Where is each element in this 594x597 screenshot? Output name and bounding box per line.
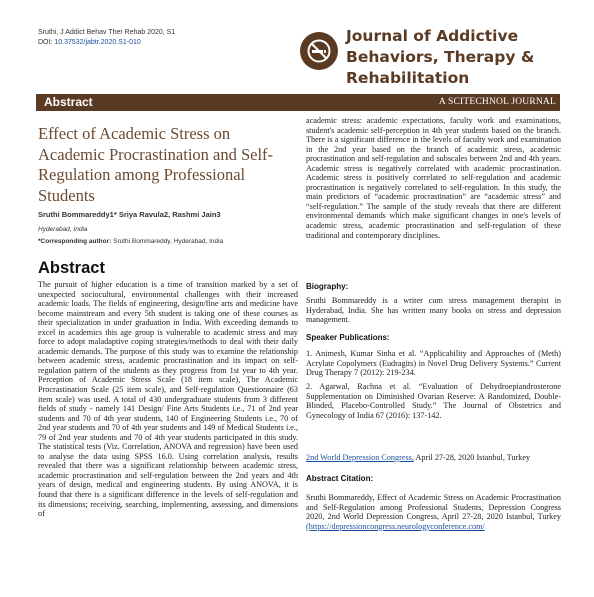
publication-item: 2. Agarwal, Rachna et al. “Evaluation of Dehydroepiandrosterone Supplementation on Diminished Ovarian Reserve: A Randomized, Double-Blinded, Placebo-Controlled Study.” The Journal of Obstetrics and Gynecology of India 67 (2016): 137-142. (306, 382, 561, 420)
doi-label: DOI: (38, 39, 55, 46)
abstract-heading: Abstract (38, 259, 105, 277)
abstract-continued: academic stress: academic expectations, faculty work and examinations, student's academic self-perception in 4th year students based on the branch. There is a significant difference in the levels of faculty work and examination in the 2nd year based on the branch of academic stress, academic procrastination and self-regulation and subscales between 2nd and 4th years. Academic stress is negatively correlated with academic procrastination. Academic stress is positively correlated to self-regulation and academic procrastination is negatively correlated to self-regulation. In this study, the main predictors of “academic procrastination” are “academic stress” and “self-regulation.” The sample of the study reveals that there are different environmental demands which make significant changes in one's levels of academic stress, academic procrastination and self-regulation of these traditional and contemporary disciplines. (306, 116, 561, 240)
doi-line (38, 38, 175, 48)
article-authors: Sruthi Bommareddy1* Sriya Ravula2, Rashmi Jain3 (38, 210, 221, 219)
doi-link[interactable]: 10.37532/jabtr.2020.S1-010 (54, 39, 141, 46)
publications-heading: Speaker Publications: (306, 333, 390, 342)
congress-url-link[interactable]: (https://depressioncongress.neurologyconference.com/ (306, 521, 485, 531)
citation-header (38, 28, 175, 48)
congress-text: April 27-28, 2020 Istanbul, Turkey (413, 453, 531, 462)
publication-item: 1. Animesh, Kumar Sinha et al. “Applicability and Approaches of (Meth) Acrylate Copolymers (Eudragits) in Novel Drug Delivery Systems.” Current Drug Therapy 7 (2012): 219-234. (306, 349, 561, 378)
journal-masthead (300, 26, 566, 89)
biography-text: Sruthi Bommareddy is a writer cum stress management therapist in Hyderabad, India. She has written many books on stress and depression management. (306, 296, 561, 325)
citation-body: Sruthi Bommareddy, Effect of Academic Stress on Academic Procrastination and Self-Regulation among Professional Students, Depression Congress 2020, 2nd World Depression Congress, April 27-28, 2020 Istanbul, Turkey (306, 493, 561, 522)
corr-value: Sruthi Bommareddy, Hyderabad, India (111, 238, 224, 245)
article-affiliation: Hyderabad, India (38, 226, 88, 233)
corresponding-author (38, 237, 223, 246)
abstract-citation-heading: Abstract Citation: (306, 474, 374, 483)
corr-label: *Corresponding author: (38, 238, 112, 245)
abstract-body: The pursuit of higher education is a time of transition marked by a set of unexpected sociocultural, environmental challenges with their increased academic loads. The fields of engineering, design/fine arts and medicine have become mainstream and every 5th student is taking one of these courses as their specialization in under graduation in India. With exceeding demands to excel in academics this age group is vulnerable to academic stress and may force to adopt maladaptive coping strategies/methods to deal with their daily academic demands. The purpose of this study was to examine the relationship between academic stress, academic procrastination and its impact on self-regulation pattern of the students as they progress from 1st year to 4th year. Perception of Academic Stress Scale (18 item scale), The Academic Procrastination Scale (25 item scale), and Self-regulation Questionnaire (63 item scale) was used. A total of 430 undergraduate students from 3 different fields of study - namely 141 Design/ Fine Arts Students i.e., 71 of 2nd year students and 70 of 4th year students, 140 of Engineering Students i.e., 70 of 2nd year students and 70 of 4th year students and 149 of Medical Students i.e., 79 of 2nd year students and 70 of 4th year students participated in this study. The statistical tests (Viz. Correlation, ANOVA and regression) have been used to analyse the data using SPSS 16.0. Using correlation analysis, results revealed that there was a significant relationship between academic stress, academic procrastination and self-regulation between the 2nd years and 4th years of design, medical and engineering students. By using ANOVA, it is found that there is a significant difference in the levels of self-regulation and its dimensions; receiving, searching, implementing, assessing, and dimensions of (38, 280, 298, 519)
article-title: Effect of Academic Stress on Academic Procrastination and Self-Regulation among Professional Students (38, 124, 274, 205)
biography-heading: Biography: (306, 282, 349, 291)
publisher-label: A SCITECHNOL JOURNAL (438, 97, 556, 107)
abstract-citation-text (306, 493, 561, 531)
congress-line (306, 453, 530, 463)
band-label: Abstract (44, 95, 93, 109)
section-band (36, 94, 560, 111)
citation-line: Sruthi, J Addict Behav Ther Rehab 2020, S1 (38, 29, 176, 36)
journal-title: Journal of Addictive Behaviors, Therapy & Rehabilitation (346, 27, 535, 87)
congress-link[interactable]: 2nd World Depression Congress, (306, 453, 414, 462)
no-smoking-icon (300, 32, 338, 70)
